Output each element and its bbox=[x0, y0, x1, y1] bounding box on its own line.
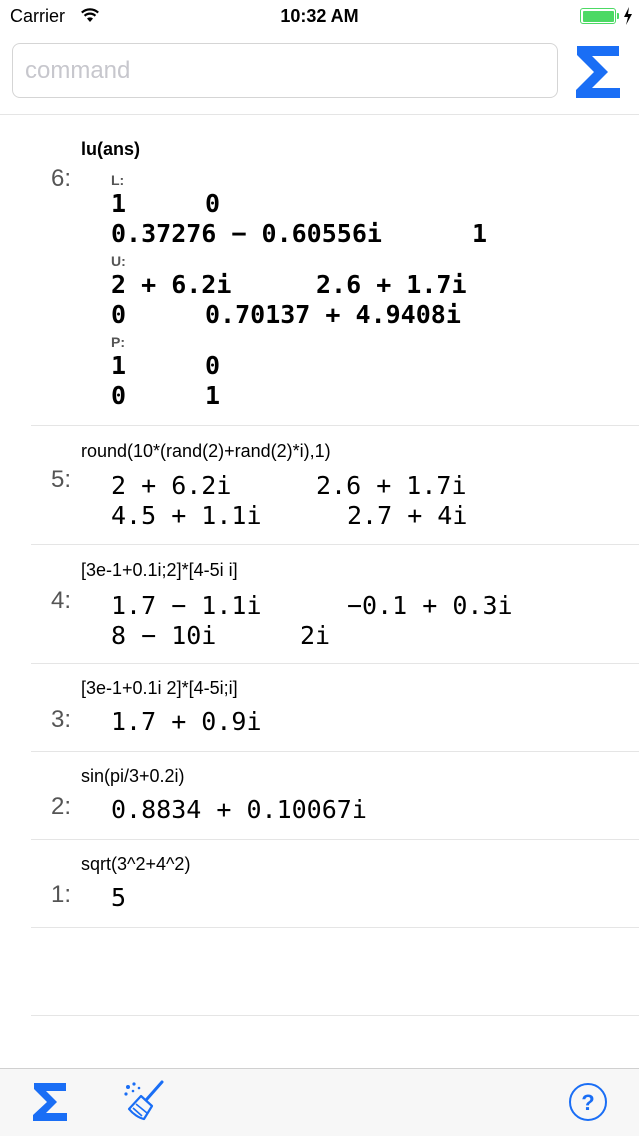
matrix-cell: 0 bbox=[205, 189, 221, 218]
entry-command: round(10*(rand(2)+rand(2)*i),1) bbox=[81, 441, 331, 461]
matrix-cell: 1 bbox=[472, 219, 488, 248]
matrix-label-U: U: bbox=[111, 253, 126, 269]
bottom-toolbar bbox=[0, 1068, 639, 1136]
matrix-cell: 2.6 + 1.7i bbox=[316, 270, 467, 299]
entry-result: 0.8834 + 0.10067i bbox=[111, 795, 367, 824]
matrix-cell: 2.6 + 1.7i bbox=[316, 471, 467, 500]
entry-index: 3: bbox=[50, 706, 71, 733]
history-entry[interactable] bbox=[31, 545, 639, 664]
entry-command: [3e-1+0.1i 2]*[4-5i;i] bbox=[81, 678, 238, 698]
entry-command: sqrt(3^2+4^2) bbox=[81, 854, 191, 874]
history-list[interactable] bbox=[0, 115, 639, 1016]
status-bar bbox=[0, 0, 639, 34]
broom-icon[interactable] bbox=[122, 1079, 166, 1123]
matrix-cell: 0.70137 + 4.9408i bbox=[205, 300, 461, 329]
matrix-cell: 2 + 6.2i bbox=[111, 270, 232, 299]
sigma-evaluate-button[interactable] bbox=[572, 42, 624, 102]
matrix-cell: 0 bbox=[111, 300, 127, 329]
carrier-label: Carrier bbox=[10, 6, 66, 26]
matrix-cell: 1 bbox=[205, 381, 221, 410]
history-entry[interactable] bbox=[31, 752, 639, 840]
entry-result: 5 bbox=[111, 883, 127, 912]
entry-command: sin(pi/3+0.2i) bbox=[81, 766, 185, 786]
empty-row bbox=[31, 928, 639, 1016]
matrix-label-L: L: bbox=[111, 172, 125, 188]
entry-command: [3e-1+0.1i;2]*[4-5i i] bbox=[81, 560, 238, 580]
svg-text:?: ? bbox=[581, 1090, 595, 1115]
matrix-cell: −0.1 + 0.3i bbox=[347, 591, 513, 620]
matrix-cell: 0.37276 − 0.60556i bbox=[111, 219, 382, 248]
matrix-cell: 0 bbox=[111, 381, 127, 410]
battery-icon bbox=[580, 8, 616, 24]
matrix-label-P: P: bbox=[111, 334, 125, 350]
matrix-cell: 4.5 + 1.1i bbox=[111, 501, 262, 530]
entry-index: 6: bbox=[50, 165, 71, 192]
battery-fill bbox=[583, 11, 614, 22]
entry-command: lu(ans) bbox=[81, 139, 141, 159]
sigma-icon[interactable] bbox=[31, 1081, 69, 1123]
battery-tip bbox=[617, 13, 619, 19]
history-entry[interactable] bbox=[31, 664, 639, 752]
matrix-cell: 0 bbox=[205, 351, 221, 380]
entry-index: 2: bbox=[50, 793, 71, 820]
history-entry[interactable] bbox=[31, 115, 639, 426]
entry-index: 5: bbox=[50, 466, 71, 493]
command-input[interactable] bbox=[12, 43, 558, 98]
history-entry[interactable] bbox=[31, 840, 639, 928]
matrix-cell: 1 bbox=[111, 351, 127, 380]
matrix-cell: 2 + 6.2i bbox=[111, 471, 232, 500]
entry-result: 1.7 + 0.9i bbox=[111, 707, 262, 736]
matrix-cell: 1 bbox=[111, 189, 127, 218]
matrix-cell: 1.7 − 1.1i bbox=[111, 591, 262, 620]
matrix-cell: 2.7 + 4i bbox=[347, 501, 468, 530]
matrix-cell: 8 − 10i bbox=[111, 621, 217, 650]
entry-index: 4: bbox=[50, 587, 71, 614]
charging-bolt-icon bbox=[622, 6, 634, 26]
history-entry[interactable] bbox=[31, 426, 639, 545]
matrix-cell: 2i bbox=[300, 621, 331, 650]
entry-index: 1: bbox=[50, 881, 71, 908]
help-icon[interactable] bbox=[568, 1082, 608, 1122]
clock: 10:32 AM bbox=[280, 6, 359, 26]
